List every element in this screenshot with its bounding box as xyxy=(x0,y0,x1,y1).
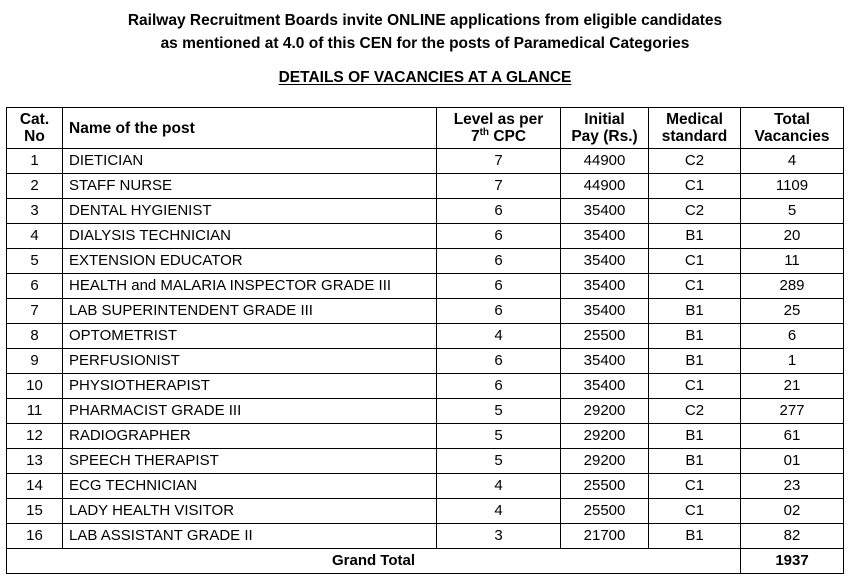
cell-medical-standard: B1 xyxy=(649,424,741,449)
cell-post-name: LADY HEALTH VISITOR xyxy=(63,499,437,524)
cell-total-vacancies: 6 xyxy=(741,324,844,349)
cell-initial-pay: 35400 xyxy=(561,274,649,299)
table-row xyxy=(7,449,844,474)
cell-medical-standard: C1 xyxy=(649,499,741,524)
cell-level: 6 xyxy=(437,374,561,399)
cell-level: 3 xyxy=(437,524,561,549)
cell-level: 7 xyxy=(437,149,561,174)
cell-level: 6 xyxy=(437,349,561,374)
cell-cat-no: 7 xyxy=(7,299,63,324)
table-row xyxy=(7,524,844,549)
table-row xyxy=(7,499,844,524)
cell-cat-no: 8 xyxy=(7,324,63,349)
cell-cat-no: 15 xyxy=(7,499,63,524)
cell-medical-standard: B1 xyxy=(649,324,741,349)
cell-total-vacancies: 1109 xyxy=(741,174,844,199)
cell-initial-pay: 21700 xyxy=(561,524,649,549)
cell-post-name: DIALYSIS TECHNICIAN xyxy=(63,224,437,249)
cell-initial-pay: 35400 xyxy=(561,199,649,224)
cell-post-name: DENTAL HYGIENIST xyxy=(63,199,437,224)
cell-initial-pay: 29200 xyxy=(561,424,649,449)
cell-post-name: ECG TECHNICIAN xyxy=(63,474,437,499)
header-level: Level as per 7th CPC xyxy=(437,108,561,149)
cell-cat-no: 13 xyxy=(7,449,63,474)
cell-total-vacancies: 25 xyxy=(741,299,844,324)
cell-initial-pay: 35400 xyxy=(561,299,649,324)
cell-initial-pay: 25500 xyxy=(561,324,649,349)
page-heading xyxy=(0,68,850,88)
cell-post-name: DIETICIAN xyxy=(63,149,437,174)
cell-level: 4 xyxy=(437,324,561,349)
table-row xyxy=(7,374,844,399)
cell-level: 6 xyxy=(437,299,561,324)
table-row xyxy=(7,399,844,424)
table-row xyxy=(7,274,844,299)
cell-initial-pay: 35400 xyxy=(561,249,649,274)
cell-post-name: PHYSIOTHERAPIST xyxy=(63,374,437,399)
cell-total-vacancies: 61 xyxy=(741,424,844,449)
header-cat-no: Cat. No xyxy=(7,108,63,149)
cell-cat-no: 2 xyxy=(7,174,63,199)
cell-total-vacancies: 277 xyxy=(741,399,844,424)
table-row xyxy=(7,174,844,199)
table-row xyxy=(7,349,844,374)
header-name-of-post: Name of the post xyxy=(63,108,437,149)
cell-total-vacancies: 20 xyxy=(741,224,844,249)
cell-medical-standard: C1 xyxy=(649,374,741,399)
cell-initial-pay: 35400 xyxy=(561,224,649,249)
table-header-row xyxy=(7,108,844,149)
cell-medical-standard: B1 xyxy=(649,524,741,549)
cell-total-vacancies: 5 xyxy=(741,199,844,224)
cell-cat-no: 9 xyxy=(7,349,63,374)
cell-medical-standard: B1 xyxy=(649,449,741,474)
cell-initial-pay: 29200 xyxy=(561,449,649,474)
cell-total-vacancies: 21 xyxy=(741,374,844,399)
table-row xyxy=(7,424,844,449)
table-row xyxy=(7,249,844,274)
cell-initial-pay: 44900 xyxy=(561,174,649,199)
cell-total-vacancies: 23 xyxy=(741,474,844,499)
cell-medical-standard: C2 xyxy=(649,149,741,174)
cell-initial-pay: 25500 xyxy=(561,499,649,524)
cell-cat-no: 6 xyxy=(7,274,63,299)
cell-total-vacancies: 01 xyxy=(741,449,844,474)
grand-total-row xyxy=(7,549,844,574)
table-row xyxy=(7,299,844,324)
table-row xyxy=(7,149,844,174)
cell-total-vacancies: 82 xyxy=(741,524,844,549)
cell-medical-standard: B1 xyxy=(649,299,741,324)
cell-level: 7 xyxy=(437,174,561,199)
cell-medical-standard: C1 xyxy=(649,174,741,199)
cell-initial-pay: 35400 xyxy=(561,374,649,399)
cell-level: 6 xyxy=(437,249,561,274)
cell-post-name: LAB SUPERINTENDENT GRADE III xyxy=(63,299,437,324)
table-row xyxy=(7,324,844,349)
cell-post-name: RADIOGRAPHER xyxy=(63,424,437,449)
cell-post-name: HEALTH and MALARIA INSPECTOR GRADE III xyxy=(63,274,437,299)
intro-line-2: as mentioned at 4.0 of this CEN for the posts of Paramedical Categories xyxy=(160,35,690,52)
cell-initial-pay: 35400 xyxy=(561,349,649,374)
intro-line-1: Railway Recruitment Boards invite ONLINE applications from eligible candidates xyxy=(127,12,723,29)
intro-text xyxy=(0,9,850,55)
cell-level: 4 xyxy=(437,474,561,499)
cell-post-name: PHARMACIST GRADE III xyxy=(63,399,437,424)
cell-cat-no: 14 xyxy=(7,474,63,499)
cell-initial-pay: 29200 xyxy=(561,399,649,424)
cell-level: 6 xyxy=(437,199,561,224)
cell-cat-no: 4 xyxy=(7,224,63,249)
cell-cat-no: 5 xyxy=(7,249,63,274)
cell-total-vacancies: 11 xyxy=(741,249,844,274)
header-initial-pay: Initial Pay (Rs.) xyxy=(561,108,649,149)
cell-cat-no: 12 xyxy=(7,424,63,449)
cell-medical-standard: C1 xyxy=(649,474,741,499)
table-row xyxy=(7,199,844,224)
cell-post-name: SPEECH THERAPIST xyxy=(63,449,437,474)
cell-level: 5 xyxy=(437,399,561,424)
cell-total-vacancies: 1 xyxy=(741,349,844,374)
table-row xyxy=(7,474,844,499)
cell-cat-no: 11 xyxy=(7,399,63,424)
cell-initial-pay: 25500 xyxy=(561,474,649,499)
cell-medical-standard: C2 xyxy=(649,199,741,224)
cell-post-name: OPTOMETRIST xyxy=(63,324,437,349)
cell-post-name: LAB ASSISTANT GRADE II xyxy=(63,524,437,549)
heading-text: DETAILS OF VACANCIES AT A GLANCE xyxy=(278,69,572,86)
cell-post-name: EXTENSION EDUCATOR xyxy=(63,249,437,274)
cell-medical-standard: B1 xyxy=(649,349,741,374)
cell-medical-standard: C2 xyxy=(649,399,741,424)
cell-post-name: STAFF NURSE xyxy=(63,174,437,199)
cell-level: 5 xyxy=(437,424,561,449)
table-row xyxy=(7,224,844,249)
header-total-vacancies: Total Vacancies xyxy=(741,108,844,149)
cell-medical-standard: B1 xyxy=(649,224,741,249)
cell-cat-no: 1 xyxy=(7,149,63,174)
cell-level: 4 xyxy=(437,499,561,524)
cell-medical-standard: C1 xyxy=(649,249,741,274)
grand-total-label: Grand Total xyxy=(7,549,741,574)
cell-level: 6 xyxy=(437,274,561,299)
cell-initial-pay: 44900 xyxy=(561,149,649,174)
cell-cat-no: 3 xyxy=(7,199,63,224)
cell-level: 6 xyxy=(437,224,561,249)
cell-medical-standard: C1 xyxy=(649,274,741,299)
grand-total-value: 1937 xyxy=(741,549,844,574)
cell-cat-no: 10 xyxy=(7,374,63,399)
vacancies-table xyxy=(6,107,844,574)
cell-cat-no: 16 xyxy=(7,524,63,549)
cell-level: 5 xyxy=(437,449,561,474)
cell-total-vacancies: 4 xyxy=(741,149,844,174)
header-medical-standard: Medical standard xyxy=(649,108,741,149)
cell-total-vacancies: 289 xyxy=(741,274,844,299)
cell-post-name: PERFUSIONIST xyxy=(63,349,437,374)
cell-total-vacancies: 02 xyxy=(741,499,844,524)
